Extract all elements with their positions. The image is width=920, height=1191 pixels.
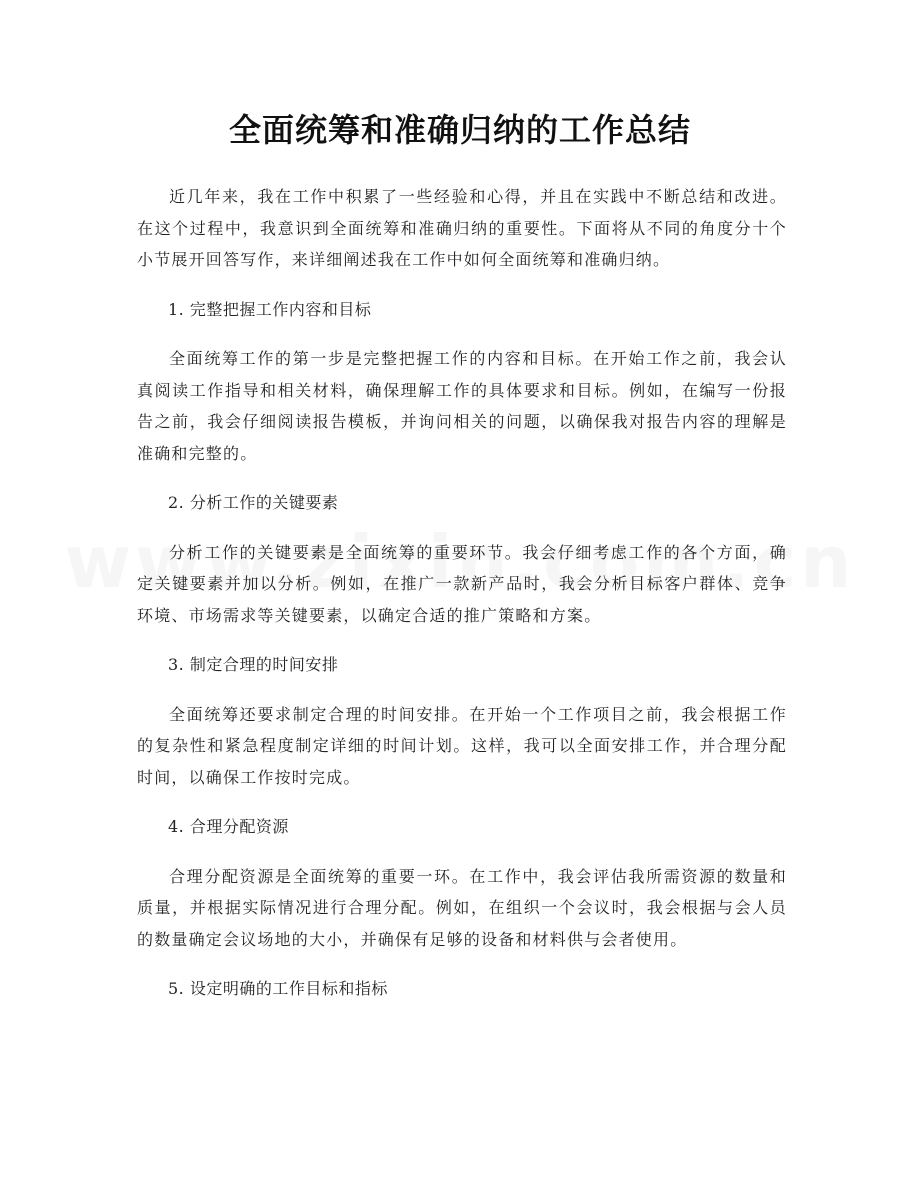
- section-heading-5: 5. 设定明确的工作目标和指标: [168, 979, 388, 998]
- section-heading-3: 3. 制定合理的时间安排: [168, 655, 339, 674]
- section-heading-1: 1. 完整把握工作内容和目标: [168, 299, 372, 319]
- document-title: 全面统筹和准确归纳的工作总结: [228, 111, 691, 149]
- section-heading-4: 4. 合理分配资源: [168, 817, 289, 836]
- section-paragraph-3: 全面统筹还要求制定合理的时间安排。在开始一个工作项目之前，我会根据工作的复杂性和紧急程度制定详细的时间计划。这样，我可以全面安排工作，并合理分配时间，以确保工作按时完成。: [137, 704, 787, 787]
- section-paragraph-4: 合理分配资源是全面统筹的重要一环。在工作中，我会评估我所需资源的数量和质量，并根据实际情况进行合理分配。例如，在组织一个会议时，我会根据与会人员的数量确定会议场地的大小，并确保有足够的设备和材料供与会者使用。: [137, 866, 787, 949]
- section-paragraph-2: 分析工作的关键要素是全面统筹的重要环节。我会仔细考虑工作的各个方面，确定关键要素并加以分析。例如，在推广一款新产品时，我会分析目标客户群体、竞争环境、市场需求等关键要素，以确定合适的推广策略和方案。: [137, 542, 787, 625]
- document-body: [137, 181, 787, 1023]
- intro-paragraph: 近几年来，我在工作中积累了一些经验和心得，并且在实践中不断总结和改进。在这个过程中，我意识到全面统筹和准确归纳的重要性。下面将从不同的角度分十个小节展开回答写作，来详细阐述我在工作中如何全面统筹和准确归纳。: [137, 187, 787, 269]
- section-paragraph-1: 全面统筹工作的第一步是完整把握工作的内容和目标。在开始工作之前，我会认真阅读工作指导和相关材料，确保理解工作的具体要求和目标。例如，在编写一份报告之前，我会仔细阅读报告模板，并询问相关的问题，以确保我对报告内容的理解是准确和完整的。: [137, 349, 787, 463]
- section-heading-2: 2. 分析工作的关键要素: [168, 493, 339, 512]
